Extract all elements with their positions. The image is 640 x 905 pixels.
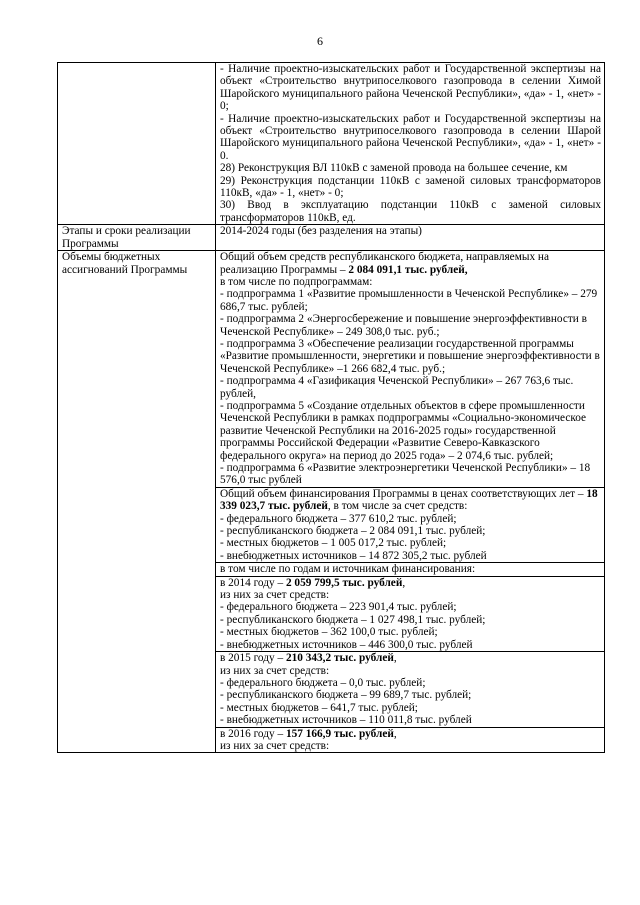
row-content: [216, 251, 605, 488]
block-text: Общий объем средств республиканского бюджета, направляемых на реализацию Программы –: [220, 251, 549, 276]
row-content: 2014-2024 годы (без разделения на этапы): [216, 225, 605, 251]
row-content: [216, 727, 605, 753]
block-total: 18 339 023,7 тыс. рублей: [220, 487, 598, 513]
block-text: , из них за счет средств:: [220, 727, 397, 752]
block-text: , из них за счет средств: - федерального бюджета – 223 901,4 тыс. рублей; - республиканского бюджета – 1 027 498,1 тыс. рублей; - местных бюджетов – 362 100,0 тыс. рублей; - внебюджетных источников – 446 300,0 тыс. рублей: [220, 576, 486, 651]
row-label: [58, 63, 216, 225]
passport-table: [57, 62, 605, 753]
block-text: Общий объем финансирования Программы в ценах соответствующих лет –: [220, 487, 587, 500]
year-2014-block: [220, 577, 601, 651]
table-row: [58, 63, 605, 225]
year-2015-block: [220, 652, 601, 726]
block-total: 157 166,9 тыс. рублей: [285, 727, 394, 740]
table-row: [58, 225, 605, 251]
block-text: в 2016 году –: [220, 727, 286, 740]
republican-budget-block: [220, 251, 601, 487]
row-label: Этапы и сроки реализации Программы: [58, 225, 216, 251]
block-text: в 2015 году –: [220, 652, 286, 665]
block-text: , из них за счет средств: - федерального бюджета – 0,0 тыс. рублей; - республиканского бюджета – 99 689,7 тыс. рублей; - местных бюджетов – 641,7 тыс. рублей; - внебюджетных источников – 110 011,8 тыс. рублей: [220, 652, 472, 727]
block-text: в том числе по подпрограммам: - подпрограмма 1 «Развитие промышленности в Чеченской Республике» – 279 686,7 тыс. рублей; - подпрограмма 2 «Энергосбережение и повышение энергоэффективности в Чеченской Республике» – 249 308,0 тыс. руб.; - подпрограмма 3 «Обеспечение реализации государственной программы «Развитие промышленности, энергетики и повышение энергоэффективности в Чеченской Республике» –1 266 682,4 тыс. руб.; - подпрограмма 4 «Газификация Чеченской Республики» – 267 763,6 тыс. рублей, - подпрограмма 5 «Создание отдельных объектов в сфере промышленности Чеченской Республики в рамках подпрограммы «Социально-экономическое развитие Чеченской Республики на 2016-2025 годы» государственной программы Российской Федерации «Развитие Северо-Кавказского федерального округа» на период до 2025 года» – 2 074,6 тыс. рублей; - подпрограмма 6 «Развитие электроэнергетики Чеченской Республики» – 18 576,0 тыс рублей: [220, 275, 600, 487]
page-number: 6: [317, 34, 323, 48]
row-content: [216, 63, 605, 225]
block-total: 210 343,2 тыс. рублей: [285, 652, 394, 665]
indicators-text: - Наличие проектно-изыскательских работ и Государственной экспертизы на объект «Строительство внутрипоселкового газопровода в селении Химой Шаройского муниципального района Чеченской Республики», «да» - 1, «нет» - 0; - Наличие проектно-изыскательских работ и Государственной экспертизы на объект «Строительство внутрипоселкового газопровода в селении Шарой Шаройского муниципального района Чеченской Республики», «да» - 1, «нет» - 0. 28) Реконструкция ВЛ 110кВ с заменой провода на большее сечение, км 29) Реконструкция подстанции 110кВ с заменой силовых трансформаторов 110кВ, «да» - 1, «нет» - 0; 30) Ввод в эксплуатацию подстанции 110кВ с заменой силовых трансформаторов 110кВ, ед.: [220, 63, 601, 224]
row-content: в том числе по годам и источникам финансирования:: [216, 563, 605, 576]
block-text: в 2014 году –: [220, 576, 286, 589]
block-total: 2 059 799,5 тыс. рублей: [285, 576, 403, 589]
row-label: Объемы бюджетных ассигнований Программы: [58, 251, 216, 753]
total-financing-block: [220, 488, 601, 562]
row-content: [216, 576, 605, 651]
block-text: , в том числе за счет средств: - федерального бюджета – 377 610,2 тыс. рублей; - республиканского бюджета – 2 084 091,1 тыс. рублей; - местных бюджетов – 1 005 017,2 тыс. рублей; - внебюджетных источников – 14 872 305,2 тыс. рублей: [220, 500, 487, 562]
row-content: [216, 652, 605, 727]
table-row: [58, 251, 605, 488]
year-2016-block: [220, 728, 601, 753]
row-content: [216, 487, 605, 562]
block-total: 2 084 091,1 тыс. рублей,: [348, 263, 468, 276]
